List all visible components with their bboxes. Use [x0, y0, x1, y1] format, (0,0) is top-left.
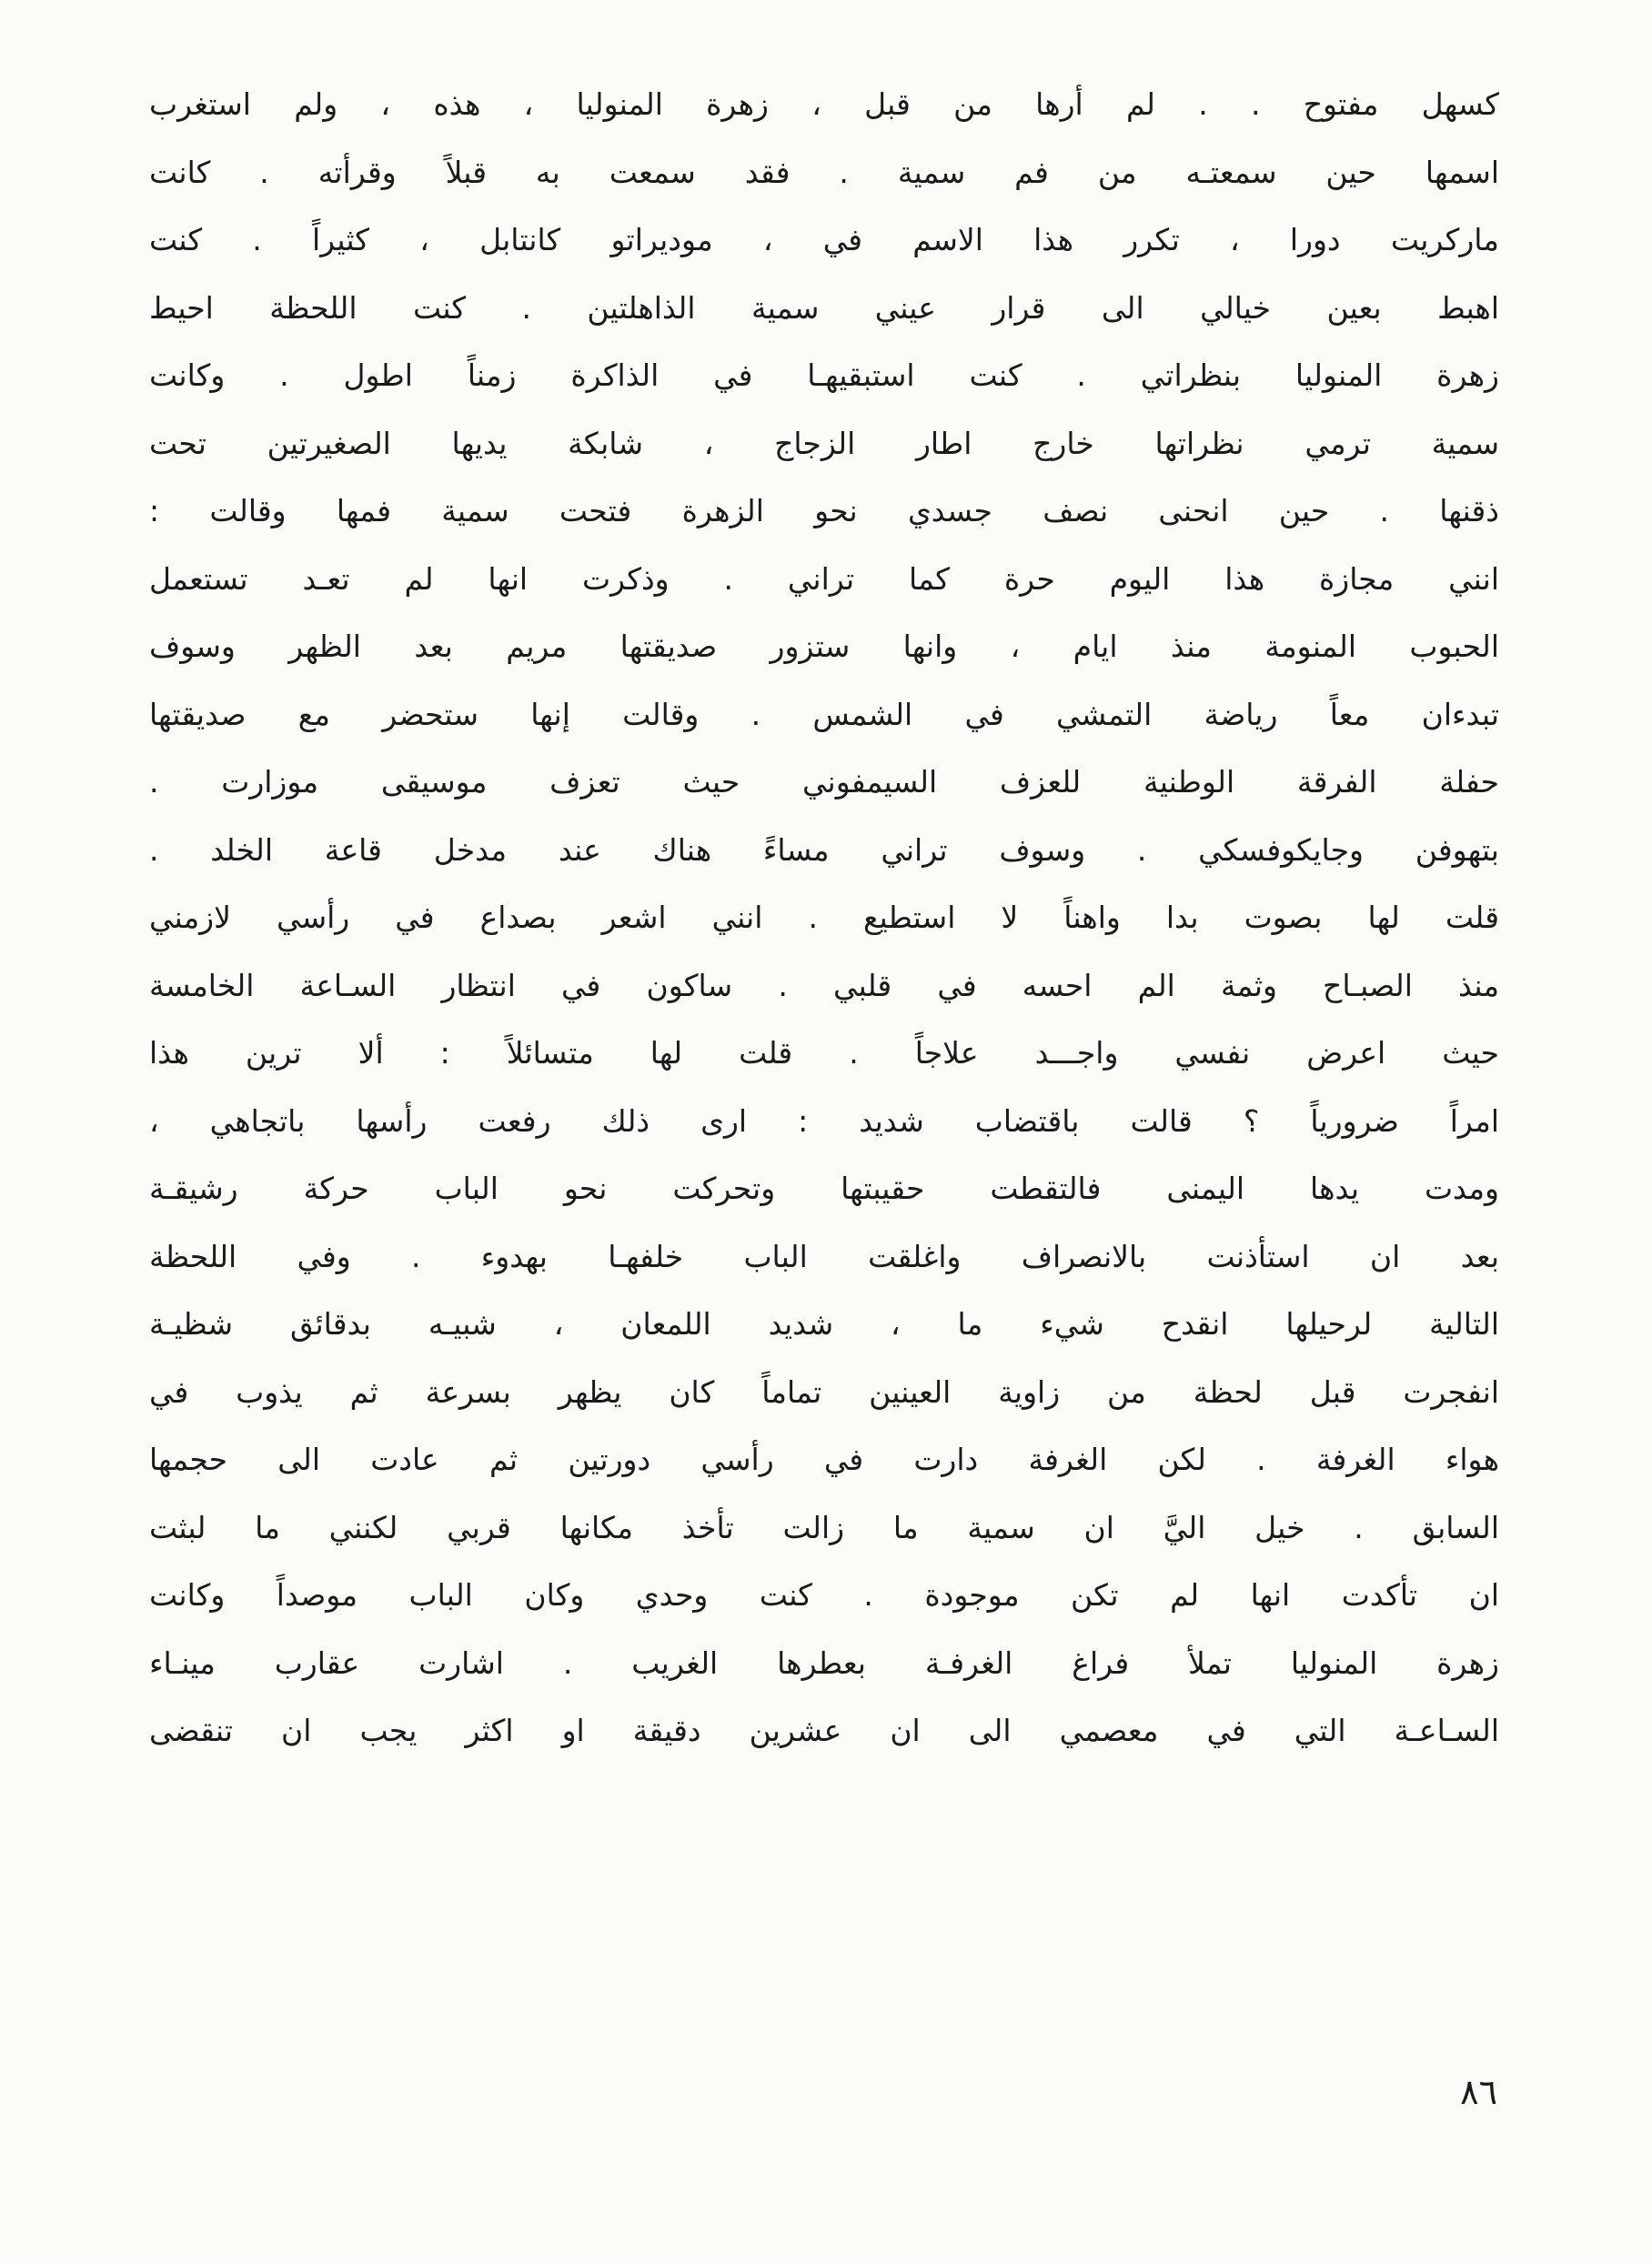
text-line: هواء الغرفة . لكن الغرفة دارت في رأسي دورتين ثم عادت الى حجمها [149, 1442, 1499, 1477]
text-line: ذقنها . حين انحنى نصف جسدي نحو الزهرة فتحت سمية فمها وقالت : [149, 493, 1499, 528]
text-line: حيث اعرض نفسي واجـــد علاجاً . قلت لها متسائلاً : ألا ترين هذا [149, 1035, 1499, 1071]
text-line: زهرة المنوليا تملأ فراغ الغرفـة بعطرها الغريب . اشارت عقارب مينـاء [149, 1644, 1499, 1681]
text-line: بتهوفن وجايكوفسكي . وسوف تراني مساءً هناك عند مدخل قاعة الخلد . [149, 831, 1499, 868]
text-line: ان تأكدت انها لم تكن موجودة . كنت وحدي وكان الباب موصداً وكانت [149, 1577, 1499, 1613]
text-block [149, 71, 1499, 1765]
text-line: كسهل مفتوح . . لم أرها من قبل ، زهرة المنوليا ، هذه ، ولم استغرب [149, 86, 1499, 122]
text-line: حفلة الفرقة الوطنية للعزف السيمفوني حيث تعزف موسيقى موزارت . [149, 764, 1499, 800]
text-line: منذ الصبـاح وثمة الم احسه في قلبي . ساكون في انتظار السـاعة الخامسة [149, 967, 1499, 1003]
text-line: زهرة المنوليا بنظراتي . كنت استبقيهـا في الذاكرة زمناً اطول . وكانت [149, 357, 1499, 393]
text-line: تبدءان معاً رياضة التمشي في الشمس . وقالت إنها ستحضر مع صديقتها [149, 696, 1499, 732]
text-line: ومدت يدها اليمنى فالتقطت حقيبتها وتحركت نحو الباب حركة رشيقـة [149, 1171, 1499, 1206]
text-line: اهبط بعين خيالي الى قرار عيني سمية الذاهلتين . كنت اللحظة احيط [149, 289, 1499, 326]
page-number: ٨٦ [1460, 2072, 1497, 2112]
text-line: انفجرت قبل لحظة من زاوية العينين تماماً كان يظهر بسرعة ثم يذوب في [149, 1373, 1499, 1410]
text-line: انني مجازة هذا اليوم حرة كما تراني . وذكرت انها لم تعـد تستعمل [149, 560, 1499, 597]
text-line: الحبوب المنومة منذ ايام ، وانها ستزور صديقتها مريم بعد الظهر وسوف [149, 629, 1499, 664]
text-line: السـاعـة التي في معصمي الى ان عشرين دقيقة او اكثر يجب ان تنقضى [149, 1713, 1499, 1748]
text-line: امراً ضرورياً ؟ قالت باقتضاب شديد : ارى ذلك رفعت رأسها باتجاهي ، [149, 1102, 1499, 1139]
text-line: قلت لها بصوت بدا واهناً لا استطيع . انني اشعر بصداع في رأسي لازمني [149, 900, 1499, 935]
text-line: اسمها حين سمعتـه من فم سمية . فقد سمعت به قبلاً وقرأته . كانت [149, 154, 1499, 190]
text-line: ماركريت دورا ، تكرر هذا الاسم في ، موديراتو كانتابل ، كثيراً . كنت [149, 222, 1499, 257]
text-line: التالية لرحيلها انقدح شيء ما ، شديد اللمعان ، شبيـه بدقائق شظيـة [149, 1306, 1499, 1342]
text-line: السابق . خيل اليَّ ان سمية ما زالت تأخذ مكانها قربي لكنني ما لبثت [149, 1509, 1499, 1545]
text-line: بعد ان استأذنت بالانصراف واغلقت الباب خلفهـا بهدوء . وفي اللحظة [149, 1238, 1499, 1274]
text-line: سمية ترمي نظراتها خارج اطار الزجاج ، شابكة يديها الصغيرتين تحت [149, 425, 1499, 461]
